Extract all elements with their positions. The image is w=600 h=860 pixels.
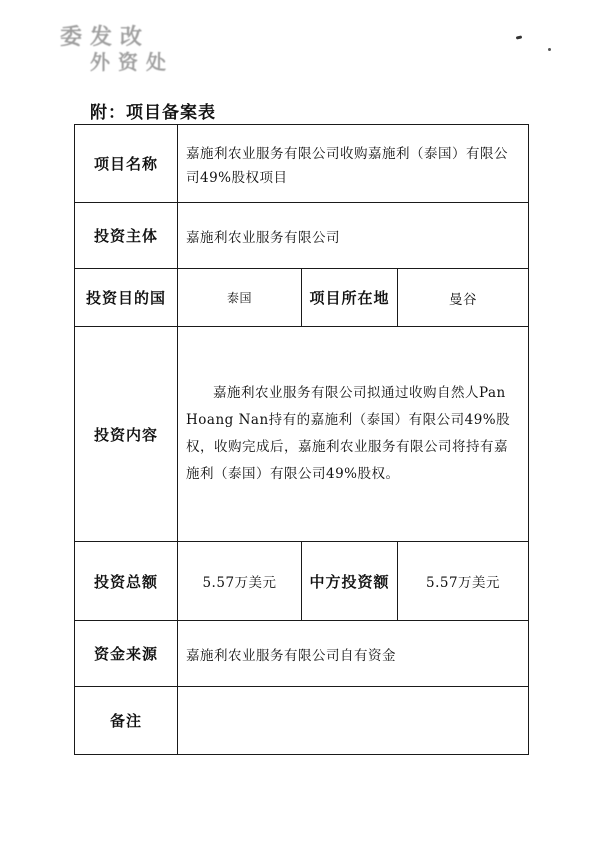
row-investor: [75, 203, 529, 269]
project-record-table: [74, 124, 529, 755]
destination-label: 投资目的国: [75, 269, 178, 327]
remarks-label: 备注: [75, 687, 178, 755]
scan-speck: [548, 48, 551, 51]
project-name-cell: [178, 125, 529, 203]
funding-value: 嘉施利农业服务有限公司自有资金: [178, 621, 529, 687]
row-project-name: [75, 125, 529, 203]
row-destination: [75, 269, 529, 327]
chinese-investment-value: 5.57万美元: [398, 542, 529, 621]
total-label: 投资总额: [75, 542, 178, 621]
project-name-value: 嘉施利农业服务有限公司收购嘉施利（泰国）有限公司49%股权项目: [186, 145, 508, 186]
content-label: 投资内容: [75, 327, 178, 542]
remarks-value: [178, 687, 529, 755]
stamp-text-line2: 外资处: [90, 50, 174, 74]
investor-value: 嘉施利农业服务有限公司: [178, 203, 529, 269]
destination-value: 泰国: [178, 269, 302, 327]
page-heading: 附：项目备案表: [90, 103, 216, 123]
investor-label: 投资主体: [75, 203, 178, 269]
content-value: 嘉施利农业服务有限公司拟通过收购自然人Pan Hoang Nan持有的嘉施利（泰国）有限公司49%股权，收购完成后，嘉施利农业服务有限公司将持有嘉施利（泰国）有限公司49%股权。: [186, 385, 511, 482]
chinese-investment-label: 中方投资额: [302, 542, 398, 621]
content-cell: [178, 327, 529, 542]
location-label: 项目所在地: [302, 269, 398, 327]
funding-label: 资金来源: [75, 621, 178, 687]
row-total: [75, 542, 529, 621]
project-name-label: 项目名称: [75, 125, 178, 203]
location-value: 曼谷: [398, 269, 529, 327]
row-remarks: [75, 687, 529, 755]
stamp-text-line1: 委发改: [60, 24, 151, 50]
row-content: [75, 327, 529, 542]
total-value: 5.57万美元: [178, 542, 302, 621]
approval-stamp: [60, 24, 190, 78]
row-funding: [75, 621, 529, 687]
scan-speck: [516, 35, 522, 39]
